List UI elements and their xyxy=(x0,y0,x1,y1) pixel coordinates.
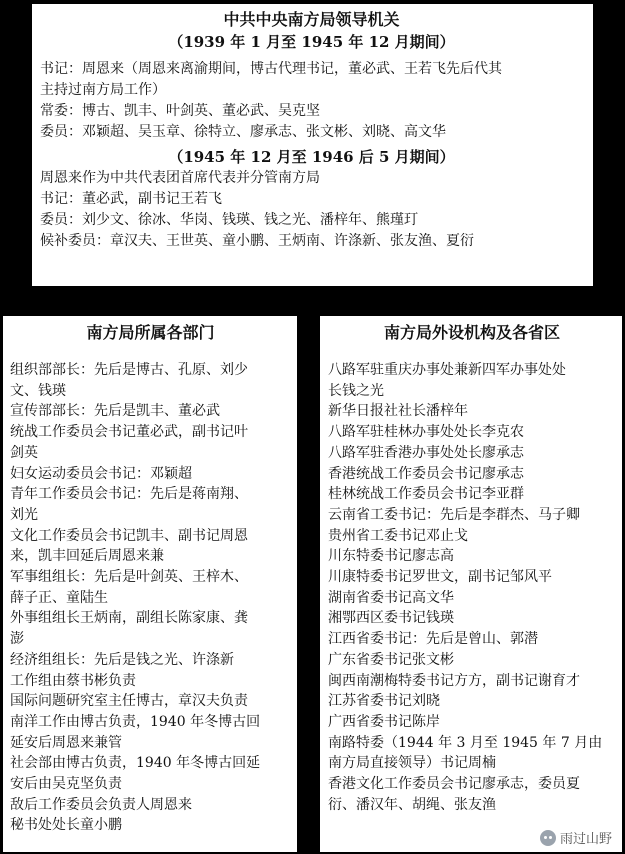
leadership-panel xyxy=(32,4,593,286)
list-item: 江苏省委书记刘晓 xyxy=(328,693,440,710)
list-item: 闽西南潮梅特委书记方方，副书记谢育才 xyxy=(328,672,580,689)
list-item: 刘光 xyxy=(10,506,38,523)
list-item: 秘书处处长童小鹏 xyxy=(10,817,122,834)
list-item: 社会部由博古负责，1940 年冬博古回延 xyxy=(10,755,261,772)
list-item: 川康特委书记罗世文，副书记邹风平 xyxy=(328,569,552,586)
departments-panel xyxy=(3,316,297,852)
text-line: 委员：刘少文、徐冰、华岗、钱瑛、钱之光、潘梓年、熊瑾玎 xyxy=(40,212,418,228)
list-item: 延安后周恩来兼管 xyxy=(10,734,122,751)
list-item: 八路军驻香港办事处处长廖承志 xyxy=(328,444,524,461)
list-item: 薛子正、童陆生 xyxy=(10,589,108,606)
text-line: 候补委员：章汉夫、王世英、童小鹏、王炳南、许涤新、张友渔、夏衍 xyxy=(40,233,474,249)
list-item: 青年工作委员会书记：先后是蒋南翔、 xyxy=(10,486,248,503)
list-item: 南洋工作由博古负责，1940 年冬博古回 xyxy=(10,713,261,730)
text-line: 委员：邓颖超、吴玉章、徐特立、廖承志、张文彬、刘晓、高文华 xyxy=(40,124,446,140)
list-item: 国际问题研究室主任博古，章汉夫负责 xyxy=(10,693,248,710)
list-item: 剑英 xyxy=(10,444,38,461)
list-item: 安后由吴克坚负责 xyxy=(10,776,122,793)
text-line: 书记：董必武，副书记王若飞 xyxy=(40,191,222,207)
list-item: 香港统战工作委员会书记廖承志 xyxy=(328,465,524,482)
list-item: 经济组组长：先后是钱之光、许涤新 xyxy=(10,651,234,668)
departments-list xyxy=(10,360,291,836)
list-item: 文、钱瑛 xyxy=(10,382,66,399)
external-agencies-panel xyxy=(320,316,622,852)
list-item: 宣传部部长：先后是凯丰、董必武 xyxy=(10,403,220,420)
list-item: 衍、潘汉年、胡绳、张友渔 xyxy=(328,796,496,813)
wechat-icon xyxy=(540,830,556,846)
list-item: 广东省委书记张文彬 xyxy=(328,651,454,668)
list-item: 敌后工作委员会负责人周恩来 xyxy=(10,796,192,813)
list-item: 统战工作委员会书记董必武，副书记叶 xyxy=(10,424,248,441)
list-item: 文化工作委员会书记凯丰、副书记周恩 xyxy=(10,527,248,544)
list-item: 南路特委（1944 年 3 月至 1945 年 7 月由 xyxy=(328,734,603,751)
text-line: 周恩来作为中共代表团首席代表并分管南方局 xyxy=(40,170,320,186)
list-item: 军事组组长：先后是叶剑英、王梓木、 xyxy=(10,569,248,586)
list-item: 工作组由蔡书彬负责 xyxy=(10,672,136,689)
list-item: 桂林统战工作委员会书记李亚群 xyxy=(328,486,524,503)
list-item: 八路军驻桂林办事处处长李克农 xyxy=(328,424,524,441)
list-item: 来，凯丰回延后周恩来兼 xyxy=(10,548,164,565)
list-item: 长钱之光 xyxy=(328,382,384,399)
watermark-text: 雨过山野 xyxy=(559,832,612,847)
list-item: 澎 xyxy=(10,631,24,648)
departments-title: 南方局所属各部门 xyxy=(86,323,215,342)
watermark xyxy=(536,827,616,848)
text-line: 主持过南方局工作） xyxy=(40,82,166,98)
period-1-lines xyxy=(40,59,583,143)
period-2-heading: （1945 年 12 月至 1946 后 5 月期间） xyxy=(168,148,455,166)
list-item: 湘鄂西区委书记钱瑛 xyxy=(328,610,454,627)
leadership-title: 中共中央南方局领导机关 xyxy=(223,10,400,29)
list-item: 湖南省委书记高文华 xyxy=(328,589,454,606)
external-agencies-title: 南方局外设机构及各省区 xyxy=(383,323,560,342)
list-item: 组织部部长：先后是博古、孔原、刘少 xyxy=(10,362,248,378)
list-item: 南方局直接领导）书记周楠 xyxy=(328,755,496,772)
list-item: 江西省委书记：先后是曾山、郭潜 xyxy=(328,631,538,648)
list-item: 新华日报社社长潘梓年 xyxy=(328,403,468,420)
text-line: 书记：周恩来（周恩来离渝期间，博古代理书记，董必武、王若飞先后代其 xyxy=(40,61,502,77)
list-item: 八路军驻重庆办事处兼新四军办事处处 xyxy=(328,362,566,378)
list-item: 川东特委书记廖志高 xyxy=(328,548,454,565)
list-item: 香港文化工作委员会书记廖承志，委员夏 xyxy=(328,776,580,793)
list-item: 妇女运动委员会书记：邓颖超 xyxy=(10,465,192,482)
text-line: 常委：博古、凯丰、叶剑英、董必武、吴克坚 xyxy=(40,103,320,119)
list-item: 云南省工委书记：先后是李群杰、马子卿 xyxy=(328,506,580,523)
external-agencies-list xyxy=(328,360,616,815)
period-2-lines xyxy=(40,168,583,252)
list-item: 外事组组长王炳南，副组长陈家康、龚 xyxy=(10,610,248,627)
list-item: 广西省委书记陈岸 xyxy=(328,713,440,730)
list-item: 贵州省工委书记邓止戈 xyxy=(328,527,468,544)
period-1-heading: （1939 年 1 月至 1945 年 12 月期间） xyxy=(168,33,455,51)
